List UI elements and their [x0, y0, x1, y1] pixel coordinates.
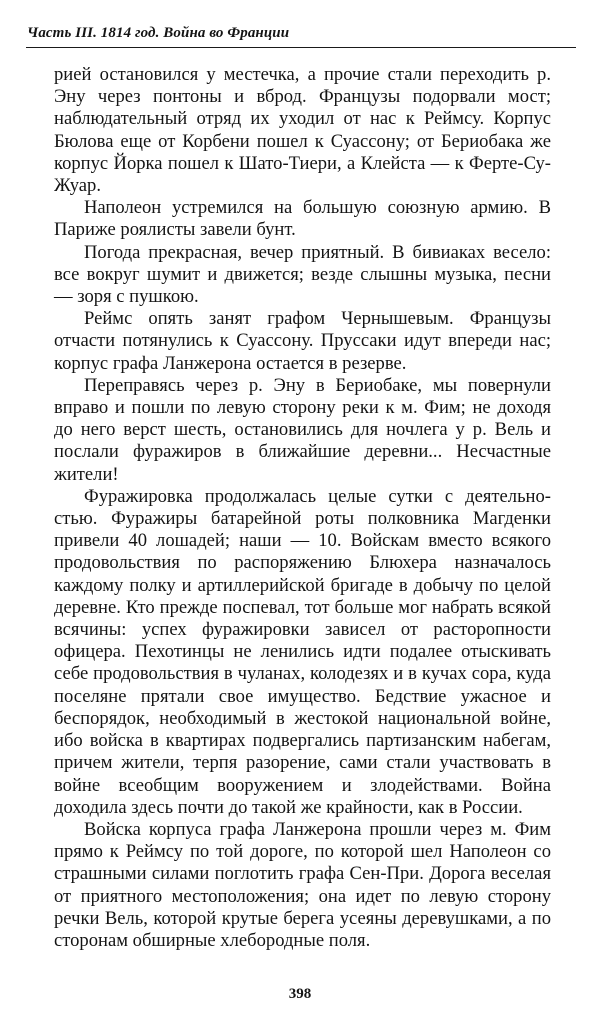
paragraph: рией остановился у местечка, а прочие стали переходить р. Эну через понтоны и вброд. Французы подорвали мост; наблюдательный отряд их уходил от нас к Реймсу. Корпус Бюлова еще от Корбени пошел к Суассону; от Бериобака же корпус Йорка пошел к Шато-Тиери, а Клейста — к Ферте-Су-Жуар.	[54, 64, 551, 197]
paragraph: Наполеон устремился на большую союзную армию. В Париже роялисты завели бунт.	[54, 197, 551, 241]
paragraph: Погода прекрасная, вечер приятный. В бивиаках весело: все вокруг шумит и движется; везде слышны музыка, песни — зоря с пушкою.	[54, 241, 551, 308]
paragraph: Фуражировка продолжалась целые сутки с деятельностью. Фуражиры батарейной роты полковника Магденки привели 40 лошадей; наши — 10. Войскам вместо всякого продовольствия по распоряжению Блюхера назначалось каждому полку и артиллерийской бригаде в добычу по целой деревне. Кто прежде поспевал, тот больше мог набрать всякой всячины: успех фуражировки зависел от расторопности офицера. Пехотинцы не ленились идти подалее отыскивать себе продовольствия в чуланах, колодезях и в кучах сора, куда поселяне прятали свое имущество. Бедствие ужасное и беспорядок, необходимый в жестокой национальной войне, ибо войска в квартирах подвергались партизанским набегам, причем жители, терпя разорение, сами стали участвовать в войне всеобщим вооружением и злодействами. Война доходила здесь почти до такой же крайности, как в России.	[54, 485, 551, 818]
paragraph: Переправясь через р. Эну в Бериобаке, мы повернули вправо и пошли по левую сторону реки к м. Фим; не доходя до него верст шесть, остановились для ночлега у р. Вель и послали фуражиров в ближайшие деревни... Несчастные жители!	[54, 374, 551, 485]
page-number: 398	[288, 986, 312, 1002]
paragraph: Реймс опять занят графом Чернышевым. Французы отчасти потянулись к Суассону. Пруссаки идут впереди нас; корпус графа Ланжерона остается в резерве.	[54, 308, 551, 374]
header-rule	[26, 47, 576, 48]
paragraph: Войска корпуса графа Ланжерона прошли через м. Фим прямо к Реймсу по той дороге, по которой шел Наполеон со страшными силами поглотить графа Сен-При. Дорога веселая от приятного местоположения; она идет по левую сторону речки Вель, которой крутые берега усеяны деревушками, а по сторонам обширные хлебородные поля.	[54, 818, 551, 951]
running-title: Часть III. 1814 год. Война во Франции	[27, 25, 290, 41]
body-text	[54, 64, 551, 952]
